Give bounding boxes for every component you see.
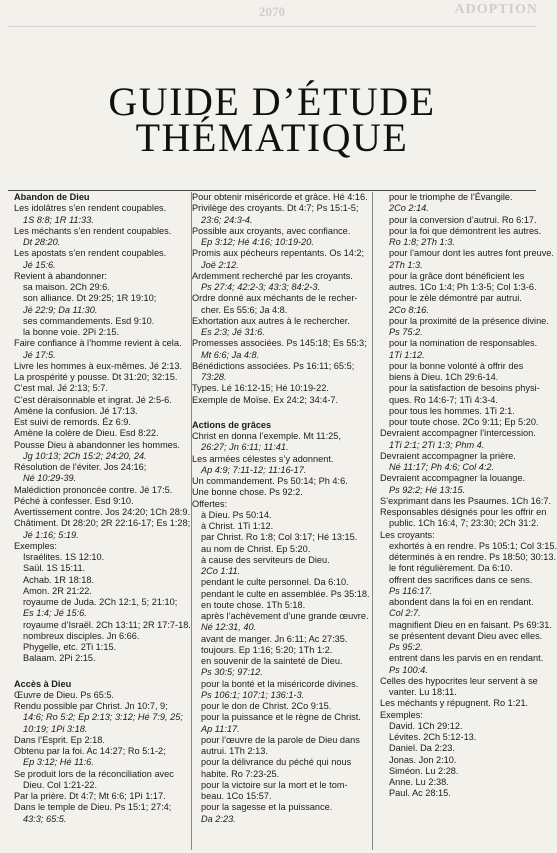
sub-entry-line: Lévites. 2Ch 5:12-13. [389,732,477,742]
entry-line: La prospérité y pousse. Dt 31:20; 32:15. [14,372,178,382]
sub-entry-line: beau. 1Co 15:57. [201,791,272,801]
sub-entry-line: sa maison. 2Ch 29:6. [23,282,110,292]
sub-entry-line: par Christ. Ro 1:8; Col 3:17; Hé 13:15. [201,532,358,543]
sub-entry-line: ses commandements. Esd 9:10. [23,315,155,326]
entry-line: Une bonne chose. Ps 92:2. [192,487,303,498]
entry-line: C’est déraisonnable et ingrat. Jé 2:5-6. [14,394,172,405]
sub-entry-line: David. 1Ch 29:12. [389,720,463,731]
entry-line: Christ en donna l’exemple. Mt 11:25, [192,431,341,441]
sub-entry-line: Col 2:7. [389,608,421,619]
sub-entry-line: 26:27; Jn 6:11; 11:41. [201,442,289,453]
entry-line: Dans l’Esprit. Ep 2:18. [14,734,105,745]
entry-line: Se produit lors de la réconciliation avec [14,768,174,779]
entry-line: Par la prière. Dt 4:7; Mt 6:6; 1Pi 1:17. [14,791,166,801]
sub-entry-line: pendant le culte en assemblée. Ps 35:18. [201,588,370,599]
sub-entry-line: Ap 4:9; 7:11-12; 11:16-17. [201,464,307,475]
sub-entry-line: 2Co 1:11. [201,566,241,576]
sub-entry-line: pour la proximité de la présence divine. [389,315,549,326]
sub-entry-line: pendant le culte personnel. Da 6:10. [201,577,349,588]
sub-entry-line: Da 2:23. [201,813,236,824]
section-label: ADOPTION [454,2,538,17]
sub-entry-line: 23:6; 24:3-4. [201,214,253,225]
sub-entry-line: Ep 3:12; Hé 4:16; 10:19-20. [201,237,314,247]
entry-line: Livre les hommes à eux-mêmes. Jé 2:13. [14,360,182,371]
sub-entry-line: pour la satisfaction de besoins physi- [389,383,540,394]
sub-entry-line: Jé 17:5. [23,349,56,360]
entry-line: Exemple de Moïse. Ex 24:2; 34:4-7. [192,394,339,405]
entry-line: Ordre donné aux méchants de le recher- [192,293,358,304]
sub-entry-line: pour la victoire sur la mort et le tom- [201,779,348,790]
section-gap [192,406,369,415]
entry-line: Rendu possible par Christ. Jn 10:7, 9; [14,701,168,711]
sub-entry-line: se présentent devant Dieu avec elles. [389,630,543,641]
sub-entry-line: Es 2:3; Jé 31:6. [201,327,265,337]
entry-line: Promis aux pécheurs repentants. Os 14:2; [192,248,365,259]
entry-line: Dans le temple de Dieu. Ps 15:1; 27:4; [14,802,172,813]
sub-entry-line: pour la puissance et le règne de Christ. [201,712,361,723]
entry-line: Amène la colère de Dieu. Esd 8:22. [14,428,159,439]
sub-entry-line: à Christ. 1Ti 1:12. [201,521,274,531]
sub-entry-line: Paul. Ac 28:15. [389,788,451,799]
sub-entry-line: au nom de Christ. Ep 5:20. [201,543,311,554]
sub-entry-line: après l’achèvement d’une grande œuvre. [201,611,369,621]
sub-entry-line: pour la bonté et la miséricorde divines. [201,678,359,689]
entry-line: Revient à abandonner: [14,270,107,281]
sub-entry-line: Ro 1:8; 2Th 1:3. [389,237,455,247]
sub-entry-line: Né 11:17; Ph 4:6; Col 4:2. [389,462,495,472]
sub-entry-line: Amon. 2R 21:22. [23,585,92,596]
sub-entry-line: Achab. 1R 18:18. [23,574,94,585]
entry-line: Celles des hypocrites leur servent à se [380,675,538,686]
sub-entry-line: 2Co 8:16. [389,304,429,315]
sub-entry-line: en toute chose. 1Th 5:18. [201,599,306,610]
sub-entry-line: 73:28. [201,372,227,382]
entry-line: Exemples: [14,540,57,551]
topic-heading: Abandon de Dieu [14,192,90,202]
title-line-2: THÉMATIQUE [135,115,409,160]
sub-entry-line: Jé 15:6. [23,259,56,270]
sub-entry-line: Es 1:4; Jé 15:6. [23,608,87,619]
sub-entry-line: Phygelle, etc. 2Ti 1:15. [23,642,117,652]
entry-line: Amène la confusion. Jé 17:13. [14,405,138,416]
sub-entry-line: pour la conversion d’autrui. Ro 6:17. [389,214,537,225]
sub-entry-line: Mt 6:6; Ja 4:8. [201,349,260,360]
sub-entry-line: pour tous les hommes. 1Ti 2:1. [389,405,515,416]
column-3-content [373,192,557,800]
sub-entry-line: pour la foi que démontrent les autres. [389,225,542,236]
sub-entry-line: pour le zèle démontré par autrui. [389,293,522,304]
entry-line: Les armées célestes s’y adonnent. [192,453,334,464]
column-2-content [192,192,369,825]
sub-entry-line: offrent des sacrifices dans ce sens. [389,574,533,585]
sub-entry-line: royaume d’Israël. 2Ch 13:11; 2R 17:7-18. [23,619,191,630]
entry-line: C’est mal. Jé 2:13; 5:7. [14,383,108,394]
topic-heading: Actions de grâces [192,419,272,430]
sub-entry-line: Ap 11:17. [201,723,240,734]
sub-entry-line: Israélites. 1S 12:10. [23,552,105,562]
sub-entry-line: autres. 1Co 1:4; Ph 1:3-5; Col 1:3-6. [389,282,537,292]
sub-entry-line: 10:19; 1Pi 3:18. [23,723,88,734]
entry-line: Œuvre de Dieu. Ps 65:5. [14,689,115,700]
entry-line: Les méchants y répugnent. Ro 1:21. [380,698,529,709]
sub-entry-line: biens à Dieu. 1Ch 29:6-14. [389,372,499,382]
sub-entry-line: pour l’amour dont les autres font preuve. [389,248,554,259]
sub-entry-line: Siméon. Lu 2:28. [389,765,459,776]
entry-line: Bénédictions associées. Ps 16:11; 65:5; [192,360,355,371]
sub-entry-line: le font régulièrement. Da 6:10. [389,563,513,574]
sub-entry-line: Saül. 1S 15:11. [23,563,86,574]
entry-line: Types. Lé 16:12-15; Hé 10:19-22. [192,383,329,394]
entry-line: Possible aux croyants, avec confiance. [192,225,351,236]
sub-entry-line: Né 12:31, 40. [201,622,257,633]
sub-entry-line: Ps 92:2; Hé 13:15. [389,484,466,495]
entry-line: Privilège des croyants. Dt 4:7; Ps 15:1-5; [192,203,359,214]
sub-entry-line: 1Ti 1:12. [389,349,425,360]
sub-entry-line: Ps 27:4; 42:2-3; 43:3; 84:2-3. [201,282,321,292]
entry-line: Offertes: [192,498,228,509]
sub-entry-line: à Dieu. Ps 50:14. [201,509,272,520]
sub-entry-line: abondent dans la foi en en rendant. [389,597,534,607]
sub-entry-line: déterminés à en rendre. Ps 18:50; 30:13. [389,552,557,562]
sub-entry-line: magnifient Dieu en en faisant. Ps 69:31. [389,619,552,630]
entry-line: Avertissement contre. Jos 24:20; 1Ch 28:9. [14,507,191,517]
sub-entry-line: Jé 22:9; Da 11:30. [23,304,98,315]
sub-entry-line: public. 1Ch 16:4, 7; 23:30; 2Ch 31:2. [389,518,539,529]
sub-entry-line: nombreux disciples. Jn 6:66. [23,630,140,641]
entry-line: Châtiment. Dt 28:20; 2R 22:16-17; Es 1:28; [14,518,191,529]
sub-entry-line: Jé 1:16; 5:19. [23,529,79,540]
sub-entry-line: cher. Es 55:6; Ja 4:8. [201,304,288,315]
sub-entry-line: Ps 30:5; 97:12. [201,667,263,678]
sub-entry-line: Jg 10:13; 2Ch 15:2; 24:20, 24. [23,450,147,461]
sub-entry-line: Balaam. 2Pi 2:15. [23,653,96,664]
page-title [0,79,544,160]
entry-line: Exemples: [380,709,423,720]
section-gap [14,665,182,674]
entry-line: Les idolâtres s’en rendent coupables. [14,203,167,214]
sub-entry-line: à cause des serviteurs de Dieu. [201,554,330,565]
title-line-1: GUIDE D’ÉTUDE [108,79,436,124]
sub-entry-line: Né 10:29-39. [23,473,77,484]
sub-entry-line: Dt 28:20. [23,237,61,247]
header-rule [8,190,536,191]
entry-line: Les croyants: [380,529,435,540]
entry-line: Exhortation aux autres à le rechercher. [192,315,350,326]
sub-entry-line: pour le triomphe de l’Évangile. [389,192,513,202]
sub-entry-line: Ps 95:2. [389,642,423,652]
column-1 [14,192,191,850]
sub-entry-line: 43:3; 65:5. [23,813,67,824]
entry-line: Péché à confesser. Esd 9:10. [14,495,134,506]
sub-entry-line: entrent dans les parvis en en rendant. [389,653,544,664]
entry-line: Ardemment recherché par les croyants. [192,270,353,281]
sub-entry-line: ques. Ro 14:6-7; 1Ti 4:3-4. [389,394,498,405]
sub-entry-line: exhortés à en rendre. Ps 105:1; Col 3:15. [389,540,557,551]
entry-line: Pousse Dieu à abandonner les hommes. [14,439,180,450]
sub-entry-line: pour la sagesse et la puissance. [201,802,333,813]
column-2 [191,192,369,850]
sub-entry-line: Ps 75:2. [389,327,423,337]
sub-entry-line: royaume de Juda. 2Ch 12:1, 5; 21:10; [23,597,178,607]
sub-entry-line: 1S 8:8; 1R 11:33. [23,214,94,225]
sub-entry-line: pour l’œuvre de la parole de Dieu dans [201,734,360,745]
sub-entry-line: Anne. Lu 2:38. [389,777,449,787]
sub-entry-line: Joë 2:12. [201,259,239,270]
sub-entry-line: son alliance. Dt 29:25; 1R 19:10; [23,293,157,304]
sub-entry-line: en souvenir de la sainteté de Dieu. [201,656,343,666]
entry-line: Un commandement. Ps 50:14; Ph 4:6. [192,476,348,486]
sub-entry-line: Dieu. Col 1:21-22. [23,779,98,790]
sub-entry-line: la bonne voie. 2Pi 2:15. [23,327,120,337]
sub-entry-line: Ep 3:12; Hé 11:6. [23,757,94,768]
entry-line: Faire confiance à l’homme revient à cela. [14,338,182,349]
sub-entry-line: pour la grâce dont bénéficient les [389,270,525,281]
entry-line: Obtenu par la foi. Ac 14:27; Ro 5:1-2; [14,746,166,756]
sub-entry-line: pour la nomination de responsables. [389,338,538,349]
sub-entry-line: pour la bonne volonté à offrir des [389,360,524,371]
sub-entry-line: 2Co 2:14. [389,203,429,214]
entry-line: Pour obtenir miséricorde et grâce. Hé 4:16. [192,192,368,202]
sub-entry-line: Ps 100:4. [389,664,428,675]
sub-entry-line: toujours. Ep 1:16; 5:20; 1Th 1:2. [201,644,333,655]
sub-entry-line: 14:6; Ro 5:2; Ep 2:13; 3:12; Hé 7:9, 25; [23,712,183,723]
entry-line: Promesses associées. Ps 145:18; Es 55:3; [192,338,367,349]
sub-entry-line: 2Th 1:3. [389,259,423,270]
sub-entry-line: pour toute chose. 2Co 9:11; Ep 5:20. [389,417,539,427]
entry-line: S’exprimant dans les Psaumes. 1Ch 16:7. [380,495,552,506]
topic-heading: Accès à Dieu [14,678,72,689]
sub-entry-line: vanter. Lu 18:11. [389,687,457,697]
entry-line: Résolution de l’éviter. Jos 24:16; [14,462,147,472]
entry-line: Les méchants s’en rendent coupables. [14,225,172,236]
entry-line: Devraient accompagner l’intercession. [380,428,536,439]
sub-entry-line: habite. Ro 7:23-25. [201,768,280,779]
entry-line: Devraient accompagner la louange. [380,473,526,484]
entry-line: Responsables désignés pour les offrir en [380,507,547,517]
running-head: 2070 [259,4,285,19]
sub-entry-line: autrui. 1Th 2:13. [201,746,268,756]
entry-line: Les apostats s’en rendent coupables. [14,248,167,259]
sub-entry-line: Jonas. Jon 2:10. [389,754,457,765]
sub-entry-line: pour la délivrance du péché qui nous [201,757,352,768]
entry-line: Devraient accompagner la prière. [380,450,516,461]
column-1-content [14,192,191,825]
ghost-rule [8,26,536,27]
sub-entry-line: Daniel. Da 2:23. [389,743,455,754]
sub-entry-line: pour le don de Christ. 2Co 9:15. [201,701,332,711]
sub-entry-line: 1Ti 2:1; 2Ti 1:3; Phm 4. [389,439,485,450]
entry-line: Malédiction prononcée contre. Jé 17:5. [14,484,173,495]
sub-entry-line: Ps 106:1; 107:1; 136:1-3. [201,689,305,700]
entry-line: Est suivi de remords. Éz 6:9. [14,417,131,427]
sub-entry-line: Ps 116:17. [389,585,433,596]
sub-entry-line: avant de manger. Jn 6:11; Ac 27:35. [201,633,348,644]
column-3 [372,192,557,850]
